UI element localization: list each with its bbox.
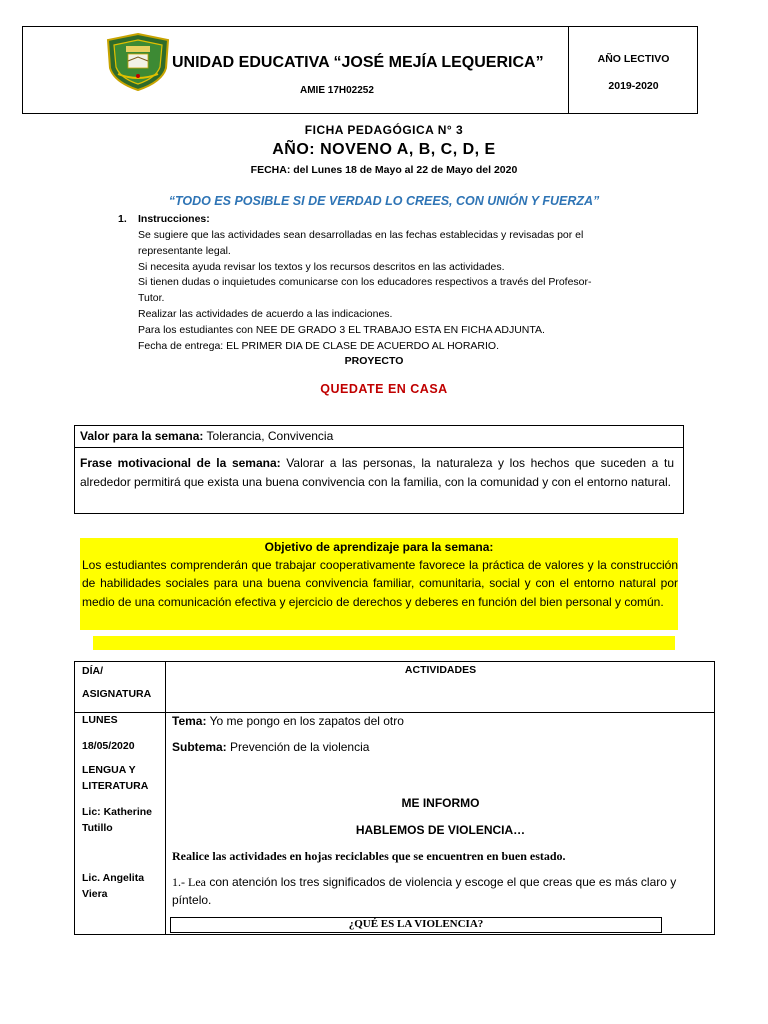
quedate-title: QUEDATE EN CASA [320,382,448,396]
school-name: UNIDAD EDUCATIVA “JOSÉ MEJÍA LEQUERICA” [172,54,544,71]
hablemos-heading: HABLEMOS DE VIOLENCIA… [355,823,526,837]
tema [172,714,404,728]
instruction-line: Tutor. [138,292,165,305]
header-actividades: ACTIVIDADES [404,664,477,676]
subtema [172,740,369,754]
weekly-value-text: Tolerancia, Convivencia [203,429,334,443]
proyecto-label: PROYECTO [344,355,404,367]
teacher2-line2: Viera [82,888,108,900]
subject-line2: LITERATURA [82,780,149,792]
instruction-line: Se sugiere que las actividades sean desarrolladas en las fechas establecidas y revisadas por el [138,229,584,241]
teacher2-line1: Lic. Angelita [82,872,145,884]
highlight-bar [93,636,675,650]
header-dia: DÍA/ [82,665,103,677]
subtema-label: Subtema: [172,740,227,754]
instruction-line: representante legal. [138,244,231,257]
day-label: LUNES [82,714,118,726]
ficha-title: FICHA PEDAGÓGICA N° 3 [304,123,464,137]
instruction-line: Fecha de entrega: EL PRIMER DIA DE CLASE DE ACUERDO AL HORARIO. [138,339,500,352]
motivational-phrase-label: Frase motivacional de la semana: [80,456,281,470]
header-divider [568,26,569,114]
header-asignatura: ASIGNATURA [82,688,152,700]
objective-text: Los estudiantes comprenderán que trabajar cooperativamente favorece la práctica de valores y la construcción de habilidades sociales para una buena convivencia familiar, comunitaria, social y con el entorno natural por medio de una comunicación efectiva y ejercicio de derechos y deberes en función del bien personal y común. [82,558,678,609]
question-text: ¿QUÉ ES LA VIOLENCIA? [348,918,484,930]
motivational-phrase [80,454,674,491]
realice-instruction: Realice las actividades en hojas reciclables que se encuentren en buen estado. [172,849,566,863]
instruction-line: Si necesita ayuda revisar los textos y los recursos descritos en las actividades. [138,260,505,273]
instructions-list [138,228,658,354]
school-year-label: AÑO LECTIVO [597,53,670,65]
date-range: FECHA: del Lunes 18 de Mayo al 22 de Mayo del 2020 [250,164,518,176]
instruction-line: Para los estudiantes con NEE DE GRADO 3 EL TRABAJO ESTA EN FICHA ADJUNTA. [138,323,545,336]
table-header-divider [74,712,715,713]
grade-title: AÑO: NOVENO A, B, C, D, E [272,141,496,158]
motivational-phrase-text: Valorar a las personas, la naturaleza y los hechos que suceden a tu alrededor permitirá que exista una buena convivencia con la familia, con la comunidad y con el entorno natural. [80,456,674,489]
school-crest-icon [104,32,172,92]
instruction-line: Si tienen dudas o inquietudes comunicarse con los educadores respectivos a través del Profesor- [138,276,592,289]
tema-text: Yo me pongo en los zapatos del otro [206,714,404,728]
date-label: 18/05/2020 [82,740,135,752]
motto: “TODO ES POSIBLE SI DE VERDAD LO CREES, CON UNIÓN Y FUERZA” [168,194,600,208]
instructions-number: 1. [118,213,127,225]
instructions-title: Instrucciones: [138,213,210,225]
teacher1-line2: Tutillo [82,822,113,834]
weekly-value [80,429,333,443]
step1-text: con atención los tres significados de violencia y escoge el que creas que es más claro y píntelo. [172,875,677,907]
step1-number: 1.- Lea [172,875,206,889]
instruction-line: Realizar las actividades de acuerdo a las indicaciones. [138,307,393,320]
subject-line1: LENGUA Y [82,764,136,776]
tema-label: Tema: [172,714,207,728]
subtema-text: Prevención de la violencia [226,740,370,754]
step1-instruction [172,874,710,909]
weekly-value-label: Valor para la semana: [80,429,204,443]
amie-code: AMIE 17H02252 [300,85,374,96]
objective-title: Objetivo de aprendizaje para la semana: [264,540,494,554]
values-divider [74,447,684,448]
me-informo-heading: ME INFORMO [401,796,480,810]
teacher1-line1: Lic: Katherine [82,806,153,818]
school-year-value: 2019-2020 [608,80,659,92]
